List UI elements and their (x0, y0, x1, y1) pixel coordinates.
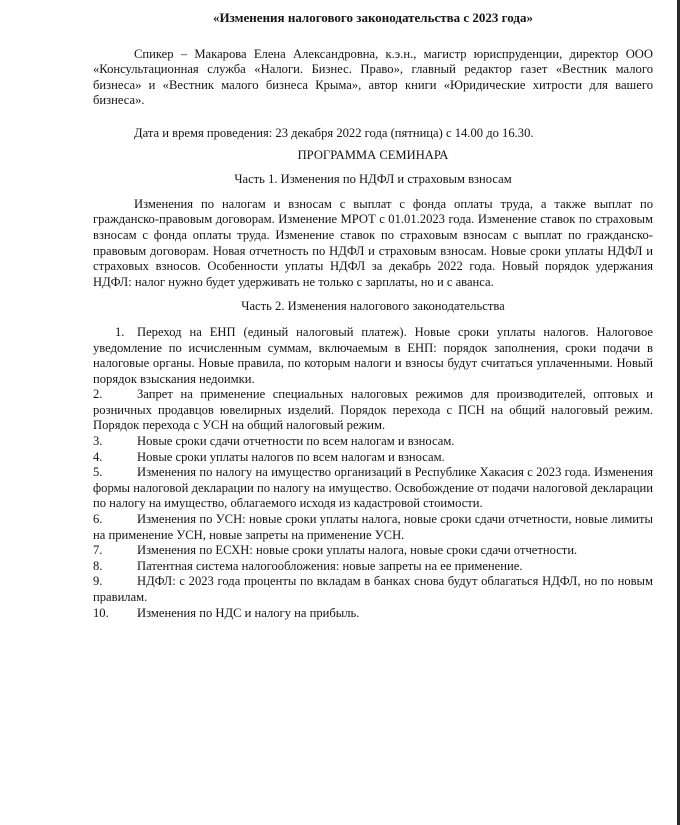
list-item-text: Переход на ЕНП (единый налоговый платеж). Новые сроки уплаты налогов. Налоговое уведомление по исчисленным суммам, включаемым в ЕНП: порядок заполнения, сроки подачи в налоговые органы. Новые правила, по которым налоги и взносы будут считаться уплаченными. Новый порядок взыскания недоимки. (93, 324, 653, 386)
speaker-info: Спикер – Макарова Елена Александровна, к.э.н., магистр юриспруденции, директор ООО «Консультационная служба «Налоги. Бизнес. Право», главный редактор газет «Вестник малого бизнеса» и «Вестник малого бизнеса Крыма», автор книги «Юридические хитрости для вашего бизнеса». (93, 46, 653, 108)
list-item-text: Новые сроки сдачи отчетности по всем налогам и взносам. (137, 434, 455, 449)
list-item (93, 574, 653, 605)
list-item-number: 1. (115, 324, 125, 339)
list-item-text: Патентная система налогообложения: новые запреты на ее применение. (137, 558, 523, 573)
list-item-number: 9. (93, 574, 103, 589)
part2-heading: Часть 2. Изменения налогового законодательства (241, 299, 505, 314)
list-item (93, 512, 653, 543)
list-item-number: 3. (93, 434, 103, 449)
list-item-number: 8. (93, 558, 103, 573)
list-item (93, 434, 653, 450)
list-item-text: Новые сроки уплаты налогов по всем налогам и взносам. (137, 449, 445, 464)
list-item (93, 325, 653, 387)
list-item-number: 5. (93, 465, 103, 480)
list-item (93, 465, 653, 512)
part2-list (93, 325, 653, 621)
list-item-text: Изменения по НДС и налогу на прибыль. (137, 605, 360, 620)
list-item-text: Запрет на применение специальных налоговых режимов для производителей, оптовых и розничных продавцов ювелирных изделий. Порядок перехода с ПСН на общий налоговый режим. Порядок перехода с УСН на общий налоговый режим. (93, 387, 653, 433)
list-item (93, 450, 653, 466)
part1-text: Изменения по налогам и взносам с выплат с фонда оплаты труда, а также выплат по гражданско-правовым договорам. Изменение МРОТ с 01.01.2023 года. Изменение ставок по страховым взносам с фонда оплаты труда. Изменение ставок по страховым взносам с выплат по гражданско-правовым договорам. Новая отчетность по НДФЛ и страховым взносам. Новые сроки уплаты НДФЛ и страховых взносов. Особенности уплаты НДФЛ за декабрь 2022 года. Новый порядок удержания НДФЛ: налог нужно будет удерживать не только с зарплаты, но и с аванса. (93, 196, 653, 289)
list-item (93, 543, 653, 559)
list-item-number: 10. (93, 605, 109, 620)
list-item-number: 4. (93, 449, 103, 464)
event-datetime: Дата и время проведения: 23 декабря 2022 года (пятница) с 14.00 до 16.30. (134, 125, 534, 140)
list-item-text: НДФЛ: с 2023 года проценты по вкладам в банках снова будут облагаться НДФЛ, но по новым правилам. (93, 574, 653, 604)
list-item-number: 7. (93, 543, 103, 558)
document-title: «Изменения налогового законодательства с 2023 года» (213, 10, 533, 25)
list-item (93, 606, 653, 622)
list-item (93, 559, 653, 575)
list-item-text: Изменения по налогу на имущество организаций в Республике Хакасия с 2023 года. Изменения формы налоговой декларации по налогу на имущество. Освобождение от подачи налоговой декларации по налогу на имущество, облагаемого исходя из кадастровой стоимости. (93, 465, 653, 511)
program-heading: ПРОГРАММА СЕМИНАРА (297, 147, 449, 162)
list-item-number: 2. (93, 387, 103, 402)
part1-heading: Часть 1. Изменения по НДФЛ и страховым взносам (234, 172, 512, 187)
list-item-text: Изменения по УСН: новые сроки уплаты налога, новые сроки сдачи отчетности, новые лимиты на применение УСН, новые запреты на применение УСН. (93, 512, 653, 542)
list-item-text: Изменения по ЕСХН: новые сроки уплаты налога, новые сроки сдачи отчетности. (137, 543, 578, 558)
document-content (93, 10, 653, 621)
list-item-number: 6. (93, 512, 103, 527)
list-item (93, 387, 653, 434)
